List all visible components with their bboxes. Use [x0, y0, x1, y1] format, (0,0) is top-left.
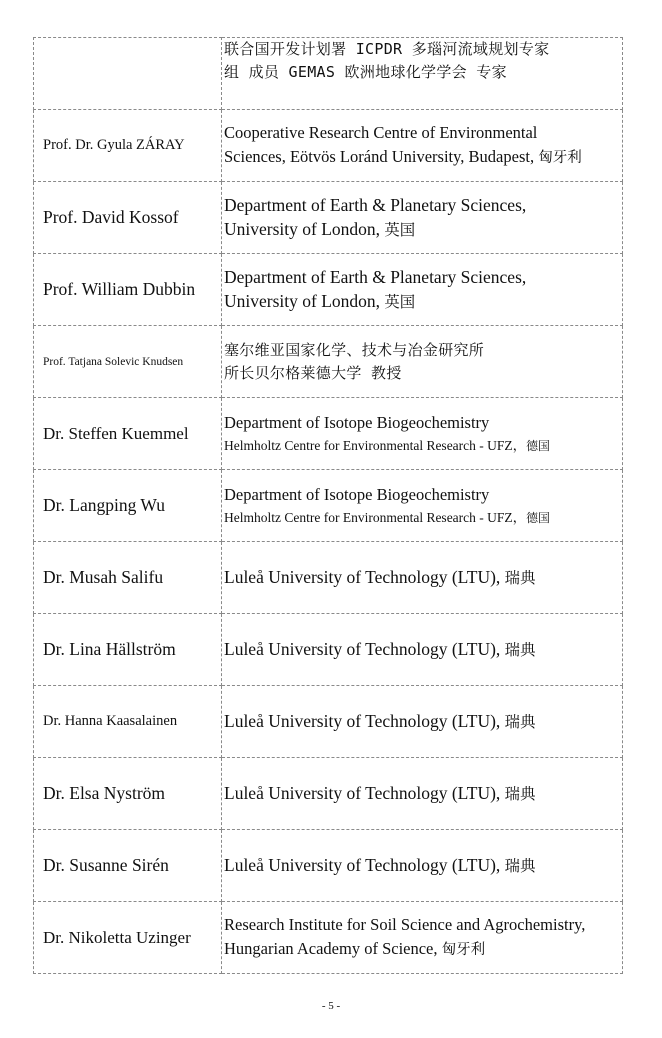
affiliation-cell [222, 614, 623, 686]
affiliation-line: Department of Earth & Planetary Sciences, [224, 267, 527, 287]
affiliation-cell [222, 686, 623, 758]
page-number: - 5 - [321, 1000, 341, 1012]
table-row [34, 398, 623, 470]
affiliation-line: Department of Earth & Planetary Sciences, [224, 195, 527, 215]
expert-name: Dr. Lina Hällström [34, 614, 222, 686]
affiliation-cell [222, 470, 623, 542]
affiliation-line: 所长贝尔格莱德大学 教授 [224, 363, 402, 382]
table-row [34, 542, 623, 614]
affiliation-line: Luleå University of Technology (LTU), 瑞典 [224, 711, 536, 731]
expert-name: Dr. Steffen Kuemmel [34, 398, 222, 470]
expert-name: Dr. Langping Wu [34, 470, 222, 542]
affiliation-line: Department of Isotope Biogeochemistry [224, 412, 490, 432]
country-label: 瑞典 [504, 713, 536, 731]
affiliation-cell [222, 38, 623, 110]
affiliation-cell [222, 398, 623, 470]
country-label: 瑞典 [504, 857, 536, 875]
table-row [34, 758, 623, 830]
affiliation-line: Sciences, Eötvös Loránd University, Budapest, 匈牙利 [224, 147, 582, 166]
expert-name: Prof. David Kossof [34, 182, 222, 254]
affiliation-cell [222, 830, 623, 902]
expert-name: Prof. Tatjana Solevic Knudsen [34, 326, 222, 398]
table-row [34, 686, 623, 758]
affiliation-cell [222, 110, 623, 182]
affiliation-line: Research Institute for Soil Science and Agrochemistry, [224, 915, 586, 934]
expert-name: Prof. Dr. Gyula ZÁRAY [34, 110, 222, 182]
country-label: 德国 [526, 510, 550, 525]
affiliation-cell [222, 326, 623, 398]
affiliation-line: Luleå University of Technology (LTU), 瑞典 [224, 567, 536, 587]
table-row [34, 614, 623, 686]
table-row [34, 254, 623, 326]
country-label: 匈牙利 [441, 942, 486, 958]
affiliation-line: Hungarian Academy of Science, 匈牙利 [224, 939, 486, 958]
country-label: 德国 [526, 438, 550, 453]
expert-name: Dr. Susanne Sirén [34, 830, 222, 902]
country-label: 瑞典 [504, 785, 536, 803]
table-row [34, 902, 623, 974]
affiliation-line: Helmholtz Centre for Environmental Research - UFZ，德国 [224, 437, 550, 453]
affiliation-line: Luleå University of Technology (LTU), 瑞典 [224, 783, 536, 803]
affiliation-line: Helmholtz Centre for Environmental Research - UFZ，德国 [224, 509, 550, 525]
table-row [34, 110, 623, 182]
affiliation-cell [222, 758, 623, 830]
affiliation-line: University of London, 英国 [224, 219, 416, 239]
table-row [34, 470, 623, 542]
country-label: 瑞典 [504, 569, 536, 587]
affiliation-line: University of London, 英国 [224, 291, 416, 311]
affiliation-line: 组 成员 GEMAS 欧洲地球化学学会 专家 [224, 63, 507, 81]
expert-name-cell [34, 38, 222, 110]
affiliation-line: Luleå University of Technology (LTU), 瑞典 [224, 639, 536, 659]
country-label: 匈牙利 [538, 150, 582, 166]
country-label: 英国 [384, 293, 416, 311]
table-row [34, 38, 623, 110]
expert-name: Dr. Musah Salifu [34, 542, 222, 614]
expert-table [33, 37, 623, 974]
affiliation-cell [222, 182, 623, 254]
affiliation-cell [222, 902, 623, 974]
affiliation-line: 联合国开发计划署 ICPDR 多瑙河流域规划专家 [224, 40, 550, 58]
affiliation-line: Cooperative Research Centre of Environmental [224, 123, 538, 142]
affiliation-line: Luleå University of Technology (LTU), 瑞典 [224, 855, 536, 875]
country-label: 瑞典 [504, 641, 536, 659]
expert-name: Prof. William Dubbin [34, 254, 222, 326]
expert-name: Dr. Elsa Nyström [34, 758, 222, 830]
table-row [34, 830, 623, 902]
affiliation-cell [222, 254, 623, 326]
table-row [34, 326, 623, 398]
country-label: 英国 [384, 221, 416, 239]
affiliation-line: 塞尔维亚国家化学、技术与冶金研究所 [224, 340, 485, 359]
table-row [34, 182, 623, 254]
affiliation-line: Department of Isotope Biogeochemistry [224, 484, 490, 504]
expert-name: Dr. Hanna Kaasalainen [34, 686, 222, 758]
expert-name: Dr. Nikoletta Uzinger [34, 902, 222, 974]
affiliation-cell [222, 542, 623, 614]
